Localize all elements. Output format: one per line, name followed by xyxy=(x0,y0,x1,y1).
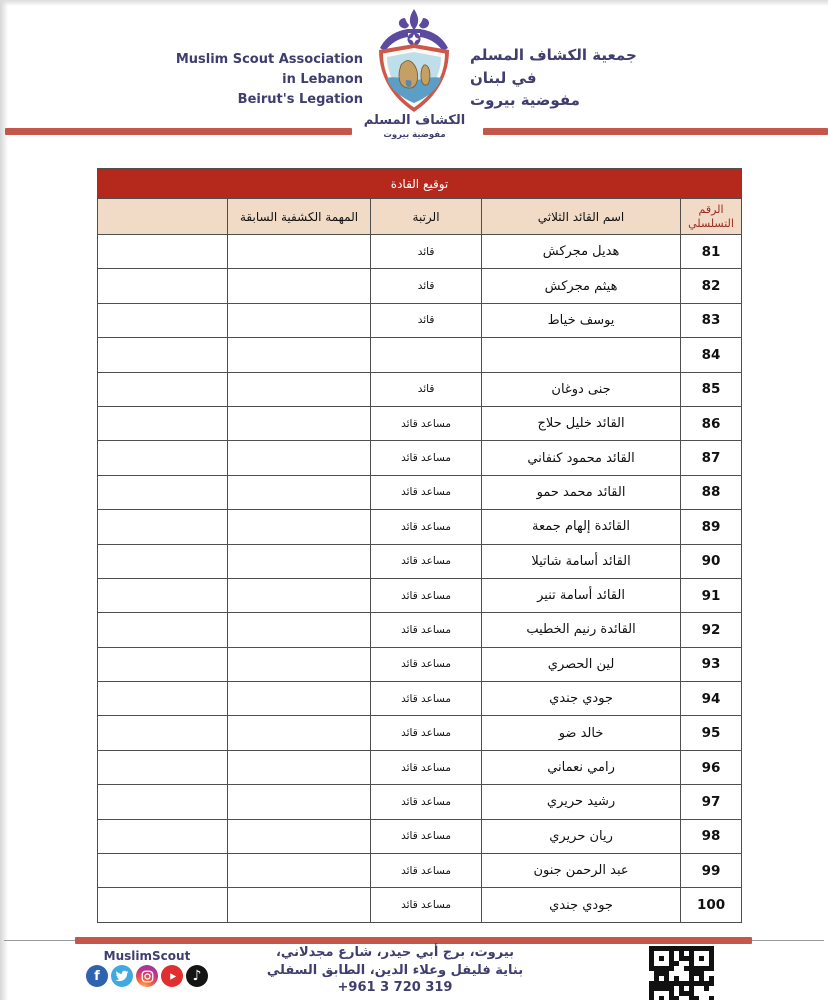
scout-emblem-logo xyxy=(354,8,474,118)
serial-cell: 92 xyxy=(681,613,742,647)
signature-cell xyxy=(98,372,228,406)
previous-mission-cell xyxy=(228,372,371,406)
table-row xyxy=(98,372,742,406)
signature-cell xyxy=(98,269,228,303)
org-en-line1: Muslim Scout Association xyxy=(175,52,363,67)
serial-cell: 83 xyxy=(681,303,742,337)
signature-cell xyxy=(98,510,228,544)
signature-cell xyxy=(98,303,228,337)
signature-cell xyxy=(98,716,228,750)
logo-subtitle: مفوضية بيروت xyxy=(383,130,446,141)
name-cell: رشيد حريري xyxy=(482,785,681,819)
table-row xyxy=(98,406,742,440)
rank-cell: مساعد قائد xyxy=(371,441,482,475)
column-header-serial: الرقم التسلسلي xyxy=(681,199,742,235)
instagram-icon xyxy=(136,965,158,987)
table-row xyxy=(98,785,742,819)
previous-mission-cell xyxy=(228,854,371,888)
table-row xyxy=(98,235,742,269)
rank-cell: مساعد قائد xyxy=(371,819,482,853)
table-row xyxy=(98,578,742,612)
previous-mission-cell xyxy=(228,510,371,544)
org-ar-line2: في لبنان xyxy=(470,68,537,87)
name-cell: هيثم مجركش xyxy=(482,269,681,303)
phone-number: +961 3 720 319 xyxy=(337,980,453,996)
previous-mission-cell xyxy=(228,406,371,440)
name-cell: جنى دوغان xyxy=(482,372,681,406)
serial-cell: 98 xyxy=(681,819,742,853)
previous-mission-cell xyxy=(228,888,371,922)
header-accent-bar-right xyxy=(483,128,828,135)
table-row xyxy=(98,338,742,372)
serial-cell: 95 xyxy=(681,716,742,750)
name-cell: عبد الرحمن جنون xyxy=(482,854,681,888)
facebook-icon: f xyxy=(86,965,108,987)
column-header-rank: الرتبة xyxy=(371,199,482,235)
signature-cell xyxy=(98,819,228,853)
previous-mission-cell xyxy=(228,578,371,612)
name-cell: ريان حريري xyxy=(482,819,681,853)
rank-cell: قائد xyxy=(371,269,482,303)
signature-cell xyxy=(98,475,228,509)
rank-cell: مساعد قائد xyxy=(371,544,482,578)
table-header-row xyxy=(98,199,742,235)
table-title-row xyxy=(98,169,742,199)
column-header-previous-mission: المهمة الكشفية السابقة xyxy=(228,199,371,235)
serial-cell: 93 xyxy=(681,647,742,681)
table-row xyxy=(98,441,742,475)
name-cell: لين الحصري xyxy=(482,647,681,681)
rank-cell: مساعد قائد xyxy=(371,854,482,888)
signature-cell xyxy=(98,682,228,716)
signature-cell xyxy=(98,441,228,475)
serial-cell: 97 xyxy=(681,785,742,819)
org-en-line2: in Lebanon xyxy=(282,72,363,88)
previous-mission-cell xyxy=(228,819,371,853)
rank-cell: مساعد قائد xyxy=(371,750,482,784)
serial-cell: 87 xyxy=(681,441,742,475)
previous-mission-cell xyxy=(228,269,371,303)
rank-cell: مساعد قائد xyxy=(371,647,482,681)
org-ar-line3: مفوضية بيروت xyxy=(470,91,580,109)
name-cell: القائدة إلهام جمعة xyxy=(482,510,681,544)
signature-cell xyxy=(98,578,228,612)
logo-title: الكشاف المسلم xyxy=(363,113,466,128)
table-row xyxy=(98,475,742,509)
name-cell: خالد ضو xyxy=(482,716,681,750)
name-cell: القائدة رنيم الخطيب xyxy=(482,613,681,647)
previous-mission-cell xyxy=(228,544,371,578)
signature-cell xyxy=(98,406,228,440)
serial-cell: 85 xyxy=(681,372,742,406)
rank-cell: مساعد قائد xyxy=(371,613,482,647)
name-cell: القائد محمد حمو xyxy=(482,475,681,509)
table-row xyxy=(98,750,742,784)
rank-cell: مساعد قائد xyxy=(371,510,482,544)
previous-mission-cell xyxy=(228,785,371,819)
serial-cell: 94 xyxy=(681,682,742,716)
serial-cell: 88 xyxy=(681,475,742,509)
previous-mission-cell xyxy=(228,475,371,509)
rank-cell: مساعد قائد xyxy=(371,716,482,750)
leaders-signature-table xyxy=(97,168,742,923)
rank-cell: مساعد قائد xyxy=(371,475,482,509)
name-cell: يوسف خياط xyxy=(482,303,681,337)
name-cell: القائد محمود كنفاني xyxy=(482,441,681,475)
name-cell: القائد أسامة تنير xyxy=(482,578,681,612)
org-name-arabic xyxy=(470,44,690,112)
name-cell xyxy=(482,338,681,372)
rank-cell: مساعد قائد xyxy=(371,888,482,922)
rank-cell: قائد xyxy=(371,372,482,406)
youtube-icon xyxy=(161,965,183,987)
serial-cell: 81 xyxy=(681,235,742,269)
serial-cell: 89 xyxy=(681,510,742,544)
serial-cell: 91 xyxy=(681,578,742,612)
table-row xyxy=(98,303,742,337)
serial-cell: 96 xyxy=(681,750,742,784)
previous-mission-cell xyxy=(228,338,371,372)
org-name-english xyxy=(128,50,363,110)
previous-mission-cell xyxy=(228,716,371,750)
signature-cell xyxy=(98,785,228,819)
signature-cell xyxy=(98,613,228,647)
signature-cell xyxy=(98,888,228,922)
twitter-icon xyxy=(111,965,133,987)
previous-mission-cell xyxy=(228,613,371,647)
rank-cell: مساعد قائد xyxy=(371,578,482,612)
serial-cell: 84 xyxy=(681,338,742,372)
table-row xyxy=(98,888,742,922)
logo-caption xyxy=(352,114,477,140)
table-row xyxy=(98,510,742,544)
rank-cell: قائد xyxy=(371,235,482,269)
signature-cell xyxy=(98,338,228,372)
serial-cell: 82 xyxy=(681,269,742,303)
previous-mission-cell xyxy=(228,441,371,475)
org-ar-line1: جمعية الكشاف المسلم xyxy=(470,46,637,64)
serial-cell: 90 xyxy=(681,544,742,578)
name-cell: القائد أسامة شاتيلا xyxy=(482,544,681,578)
column-header-signature xyxy=(98,199,228,235)
column-header-name: اسم القائد الثلاثي xyxy=(482,199,681,235)
serial-cell: 100 xyxy=(681,888,742,922)
rank-cell: مساعد قائد xyxy=(371,682,482,716)
header-accent-bar-left xyxy=(5,128,352,135)
table-row xyxy=(98,544,742,578)
name-cell: رامي نعماني xyxy=(482,750,681,784)
address-block xyxy=(235,944,555,997)
signature-cell xyxy=(98,750,228,784)
signature-cell xyxy=(98,647,228,681)
table-row xyxy=(98,682,742,716)
previous-mission-cell xyxy=(228,235,371,269)
address-line1: بيروت، برج أبي حيدر، شارع مجدلاني، xyxy=(275,945,515,960)
rank-cell: مساعد قائد xyxy=(371,406,482,440)
serial-cell: 86 xyxy=(681,406,742,440)
previous-mission-cell xyxy=(228,750,371,784)
social-handle: MuslimScout xyxy=(103,949,191,963)
signature-cell xyxy=(98,544,228,578)
org-en-line3: Beirut's Legation xyxy=(237,92,363,108)
name-cell: هديل مجركش xyxy=(482,235,681,269)
table-row xyxy=(98,716,742,750)
table-row xyxy=(98,269,742,303)
table-row xyxy=(98,613,742,647)
page-edge-shadow-top xyxy=(0,0,828,6)
page-edge-shadow xyxy=(0,0,8,1000)
previous-mission-cell xyxy=(228,647,371,681)
qr-code xyxy=(649,946,714,1000)
signature-cell xyxy=(98,235,228,269)
previous-mission-cell xyxy=(228,682,371,716)
name-cell: جودي جندي xyxy=(482,682,681,716)
signature-cell xyxy=(98,854,228,888)
rank-cell: مساعد قائد xyxy=(371,785,482,819)
rank-cell xyxy=(371,338,482,372)
rank-cell: قائد xyxy=(371,303,482,337)
previous-mission-cell xyxy=(228,303,371,337)
serial-cell: 99 xyxy=(681,854,742,888)
social-icons xyxy=(72,965,222,987)
table-row xyxy=(98,854,742,888)
tiktok-icon: ♪ xyxy=(186,965,208,987)
name-cell: جودي جندي xyxy=(482,888,681,922)
table-title: توقيع القادة xyxy=(98,169,742,199)
footer-accent-bar xyxy=(75,937,752,944)
table-row xyxy=(98,647,742,681)
address-line2: بناية فليفل وعلاء الدين، الطابق السفلي xyxy=(266,962,524,978)
name-cell: القائد خليل حلاج xyxy=(482,406,681,440)
table-row xyxy=(98,819,742,853)
